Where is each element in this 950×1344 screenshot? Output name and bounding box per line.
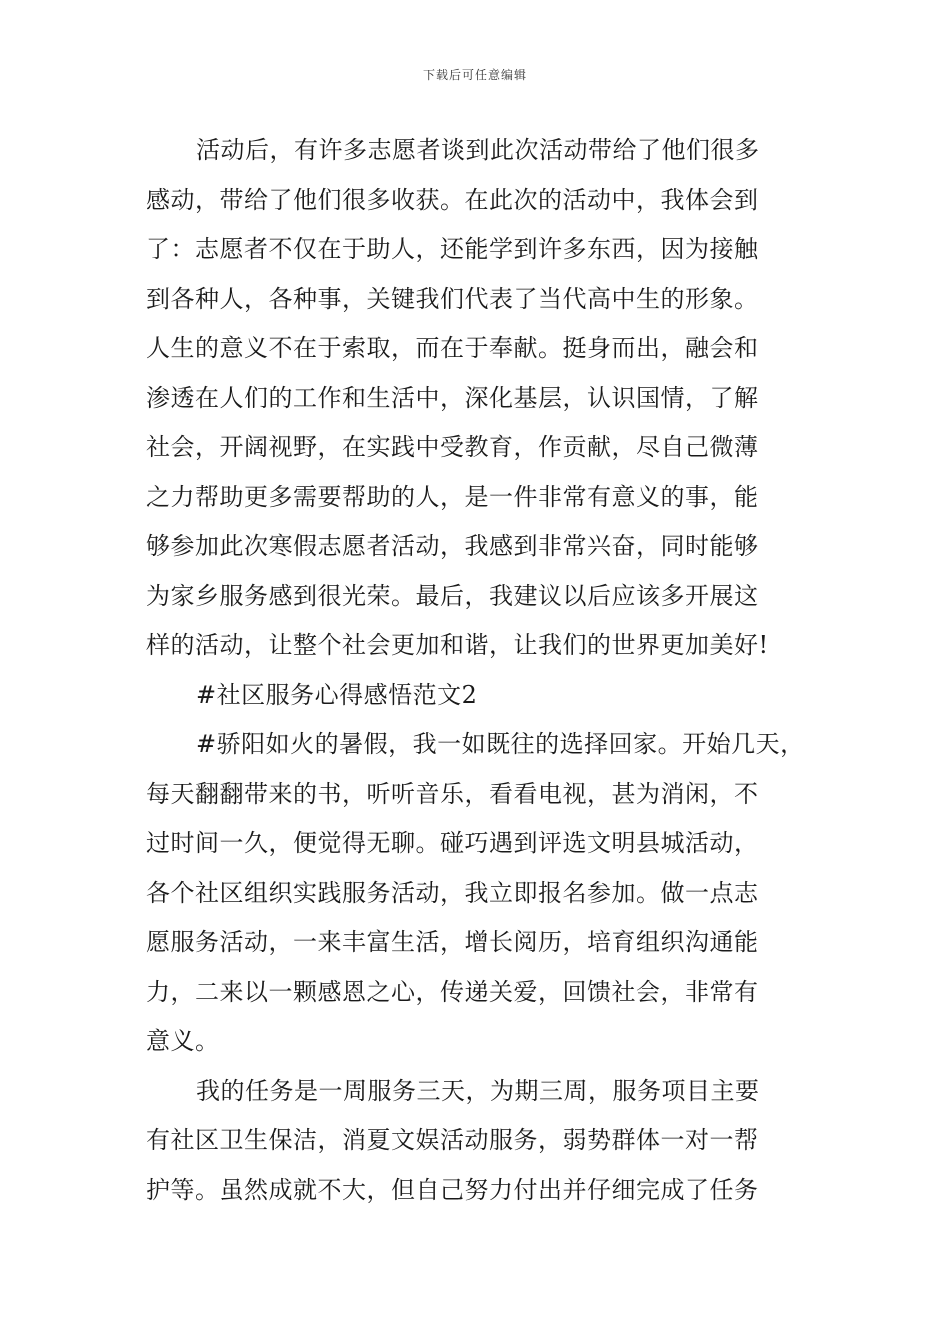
text-line: 渗透在人们的工作和生活中，深化基层，认识国情，了解 <box>146 383 759 412</box>
text-line: 过时间一久，便觉得无聊。碰巧遇到评选文明县城活动， <box>146 829 759 857</box>
text-line: 各个社区组织实践服务活动，我立即报名参加。做一点志 <box>146 878 759 907</box>
text-line: 人生的意义不在于索取，而在于奉献。挺身而出，融会和 <box>146 334 759 362</box>
text-line: 够参加此次寒假志愿者活动，我感到非常兴奋，同时能够 <box>146 532 759 560</box>
text-line: #骄阳如火的暑假，我一如既往的选择回家。开始几天， <box>196 730 805 758</box>
text-line: 社会，开阔视野，在实践中受教育，作贡献，尽自己微薄 <box>146 433 759 461</box>
text-line: 力，二来以一颗感恩之心，传递关爱，回馈社会，非常有 <box>146 977 759 1006</box>
text-line: 样的活动，让整个社会更加和谐，让我们的世界更加美好! <box>146 631 769 659</box>
text-line: 活动后，有许多志愿者谈到此次活动带给了他们很多 <box>196 136 760 164</box>
text-line: 护等。虽然成就不大，但自己努力付出并仔细完成了任务 <box>146 1175 759 1204</box>
text-line: 意义。 <box>146 1027 220 1055</box>
text-line: 每天翻翻带来的书，听听音乐，看看电视，甚为消闲，不 <box>146 779 759 808</box>
section-heading: #社区服务心得感悟范文2 <box>196 680 478 709</box>
text-line: 有社区卫生保洁，消夏文娱活动服务，弱势群体一对一帮 <box>146 1126 759 1154</box>
text-line: 我的任务是一周服务三天，为期三周，服务项目主要 <box>196 1076 760 1105</box>
text-line: 之力帮助更多需要帮助的人，是一件非常有意义的事，能 <box>146 482 759 511</box>
text-line: 到各种人，各种事，关键我们代表了当代高中生的形象。 <box>146 284 759 313</box>
text-line: 为家乡服务感到很光荣。最后，我建议以后应该多开展这 <box>146 581 759 610</box>
text-line: 了：志愿者不仅在于助人，还能学到许多东西，因为接触 <box>146 235 759 263</box>
text-line: 感动，带给了他们很多收获。在此次的活动中，我体会到 <box>146 185 759 214</box>
page-header: 下载后可任意编辑 <box>422 68 527 82</box>
document-body <box>146 126 826 1215</box>
text-line: 愿服务活动，一来丰富生活，增长阅历，培育组织沟通能 <box>146 928 759 956</box>
